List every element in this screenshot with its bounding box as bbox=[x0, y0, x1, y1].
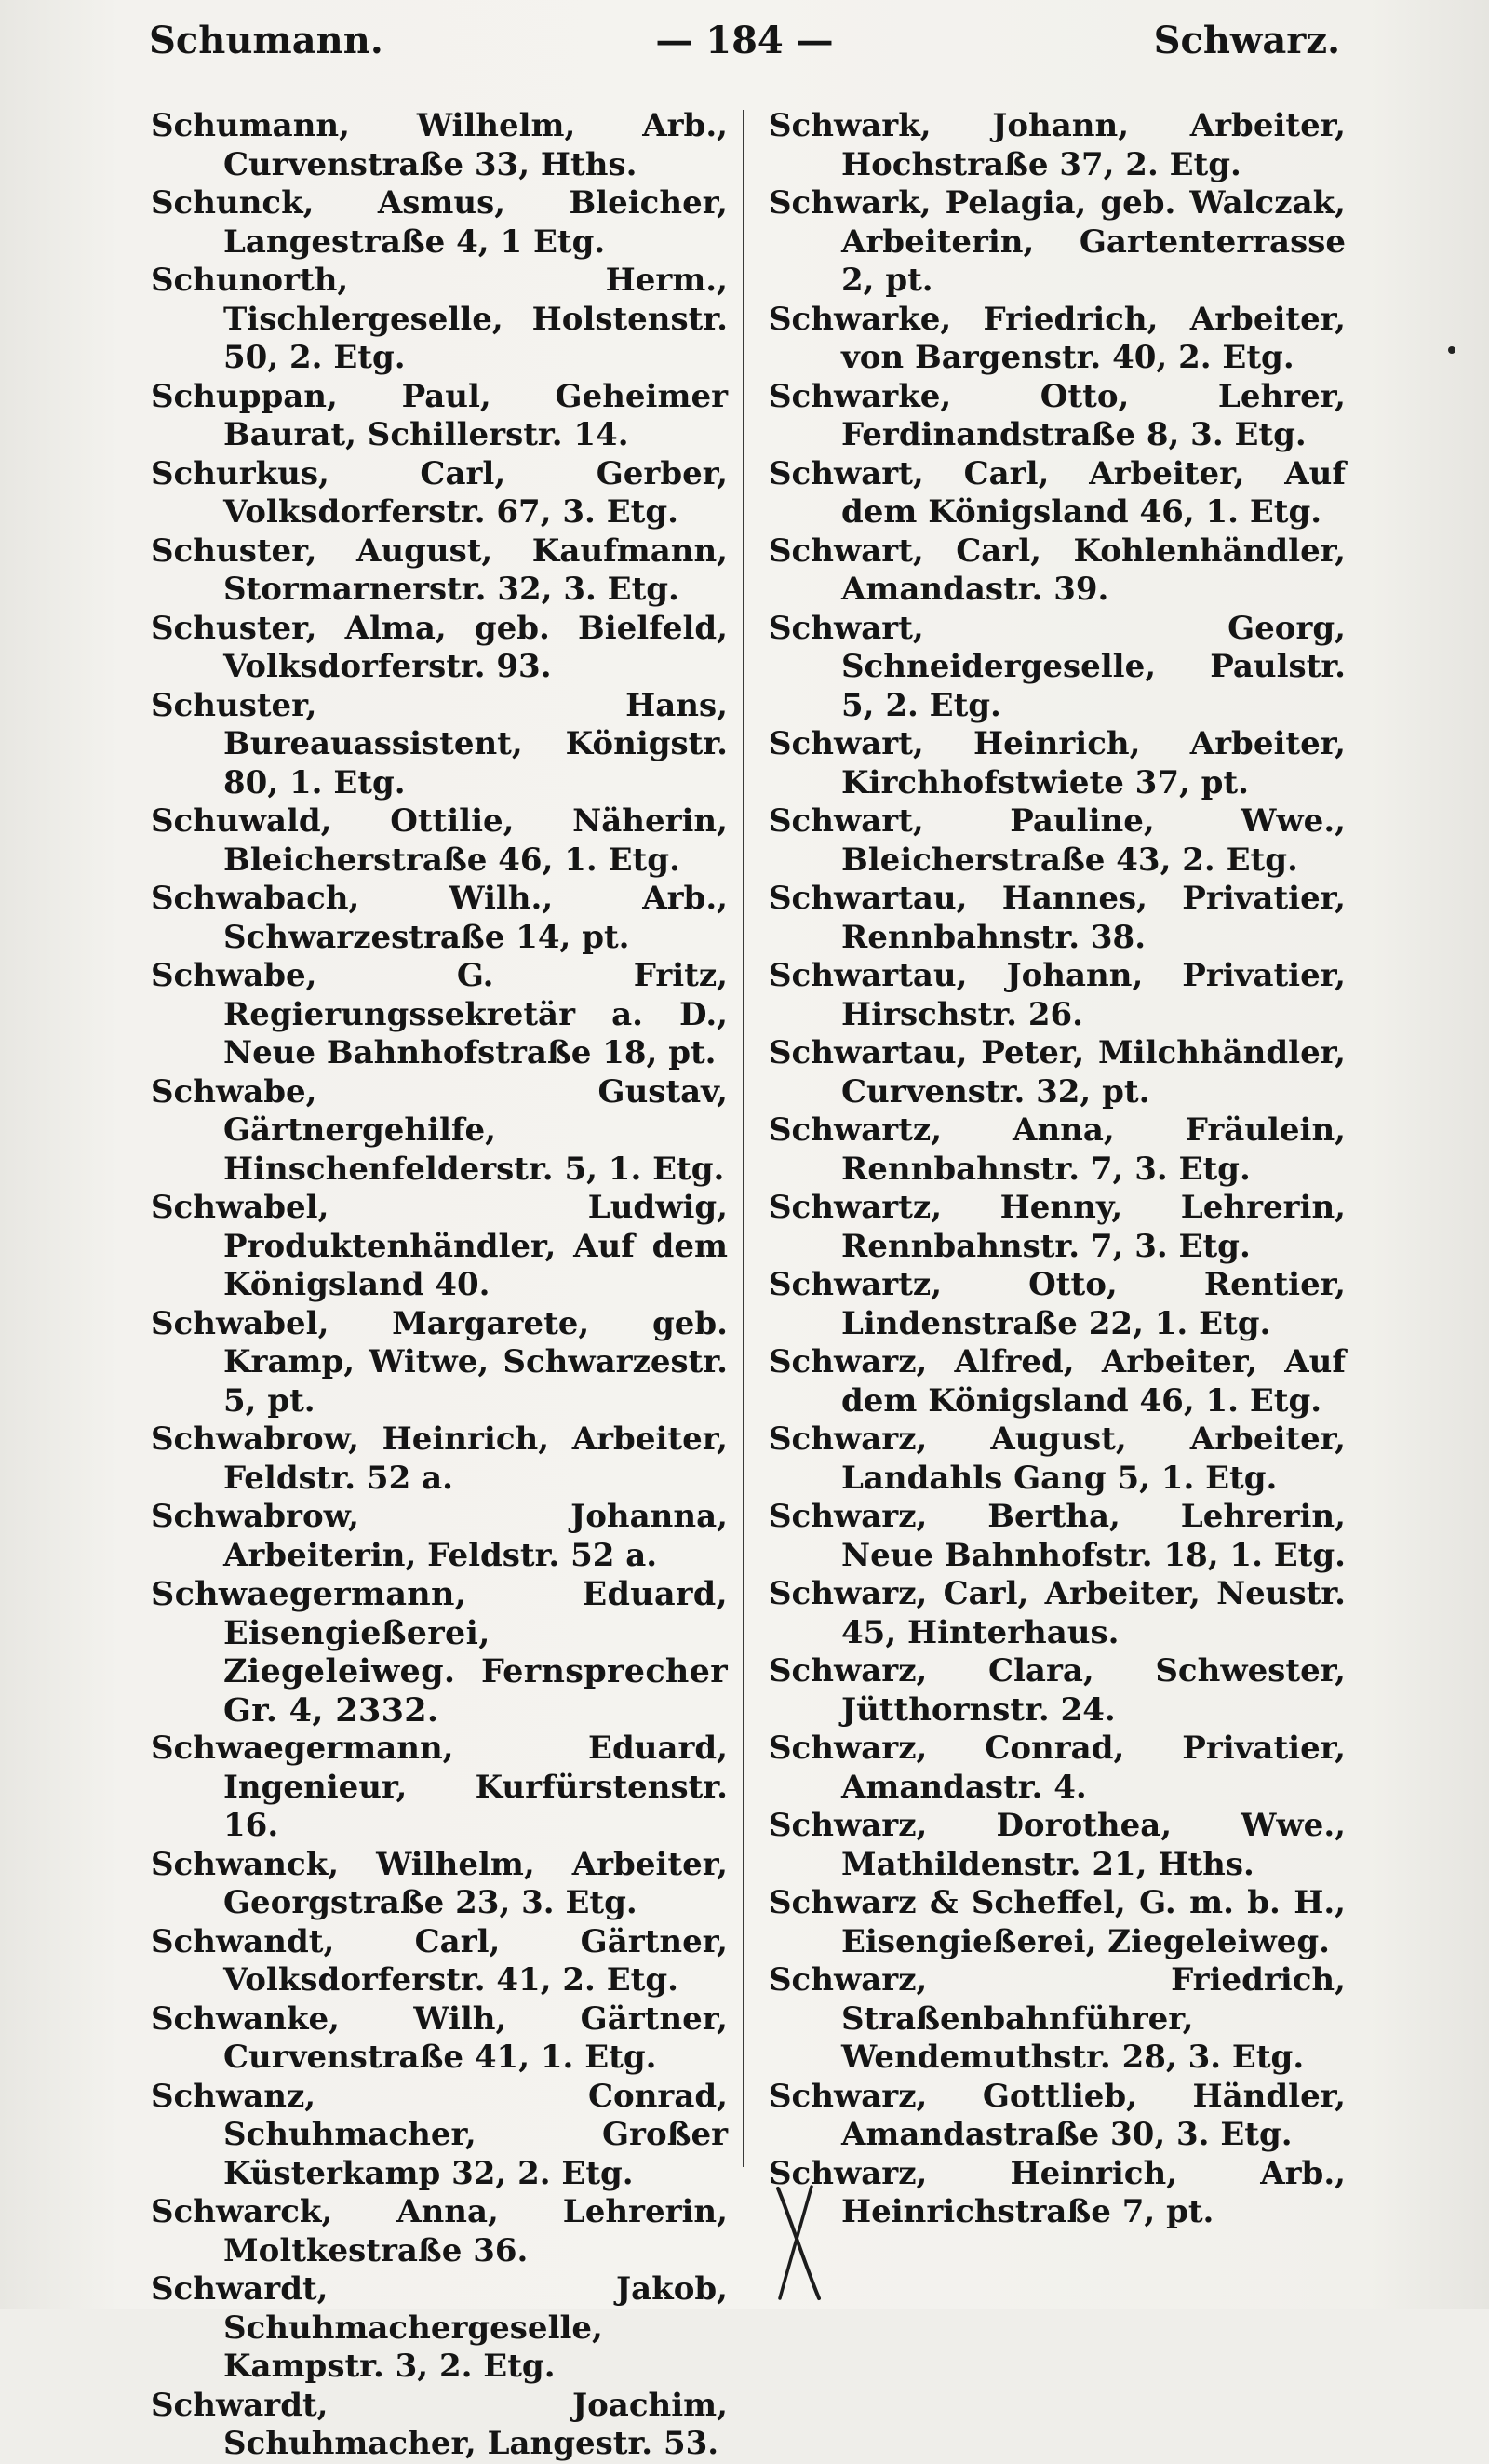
directory-entry: Schwarz, Conrad, Privatier, Amandastr. 4. bbox=[769, 1730, 1346, 1806]
directory-entry: Schwaegermann, Eduard, Ingenieur, Kurfürstenstr. 16. bbox=[151, 1730, 728, 1844]
directory-entry: Schwarke, Otto, Lehrer, Ferdinandstraße 8, 3. Etg. bbox=[769, 377, 1346, 453]
directory-entry: Schwanck, Wilhelm, Arbeiter, Georgstraße 23, 3. Etg. bbox=[151, 1845, 728, 1921]
directory-entry: Schwartau, Peter, Milchhändler, Curvenstr. 32, pt. bbox=[769, 1034, 1346, 1111]
directory-entry: Schwarz & Scheffel, G. m. b. H., Eisengießerei, Ziegeleiweg. bbox=[769, 1884, 1346, 1960]
directory-entry: Schwark, Johann, Arbeiter, Hochstraße 37, 2. Etg. bbox=[769, 107, 1346, 183]
right-column bbox=[769, 107, 1346, 2232]
directory-entry: Schwart, Heinrich, Arbeiter, Kirchhofstwiete 37, pt. bbox=[769, 725, 1346, 801]
directory-entry: Schwardt, Joachim, Schuhmacher, Langestr. 53. bbox=[151, 2386, 728, 2462]
directory-entry: Schwabrow, Johanna, Arbeiterin, Feldstr. 52 a. bbox=[151, 1498, 728, 1574]
handwritten-x-mark bbox=[771, 2183, 826, 2304]
directory-entry: Schwarz, Dorothea, Wwe., Mathildenstr. 21, Hths. bbox=[769, 1807, 1346, 1883]
directory-entry: Schwarz, Bertha, Lehrerin, Neue Bahnhofstr. 18, 1. Etg. bbox=[769, 1498, 1346, 1574]
directory-entry: Schwabe, Gustav, Gärtnergehilfe, Hinschenfelderstr. 5, 1. Etg. bbox=[151, 1072, 728, 1188]
directory-entry: Schwarz, Alfred, Arbeiter, Auf dem Königsland 46, 1. Etg. bbox=[769, 1343, 1346, 1420]
directory-entry: Schuwald, Ottilie, Näherin, Bleicherstraße 46, 1. Etg. bbox=[151, 802, 728, 879]
directory-entry: Schwart, Carl, Kohlenhändler, Amandastr. 39. bbox=[769, 532, 1346, 608]
directory-entry: Schuster, Hans, Bureauassistent, Königstr. 80, 1. Etg. bbox=[151, 686, 728, 801]
directory-entry: Schwarck, Anna, Lehrerin, Moltkestraße 36. bbox=[151, 2193, 728, 2269]
directory-entry: Schwarz, Carl, Arbeiter, Neustr. 45, Hinterhaus. bbox=[769, 1575, 1346, 1651]
directory-entry: Schuppan, Paul, Geheimer Baurat, Schillerstr. 14. bbox=[151, 377, 728, 453]
directory-entry: Schwanz, Conrad, Schuhmacher, Großer Küsterkamp 32, 2. Etg. bbox=[151, 2077, 728, 2192]
directory-entry: Schwabel, Margarete, geb. Kramp, Witwe, Schwarzestr. 5, pt. bbox=[151, 1304, 728, 1420]
directory-entry: Schwart, Georg, Schneidergeselle, Paulstr. 5, 2. Etg. bbox=[769, 609, 1346, 724]
directory-entry: Schwabach, Wilh., Arb., Schwarzestraße 14, pt. bbox=[151, 880, 728, 956]
directory-entry: Schuster, August, Kaufmann, Stormarnerstr. 32, 3. Etg. bbox=[151, 532, 728, 608]
directory-entry: Schwarke, Friedrich, Arbeiter, von Bargenstr. 40, 2. Etg. bbox=[769, 300, 1346, 376]
directory-entry: Schwartz, Anna, Fräulein, Rennbahnstr. 7, 3. Etg. bbox=[769, 1111, 1346, 1188]
directory-entry: Schwark, Pelagia, geb. Walczak, Arbeiterin, Gartenterrasse 2, pt. bbox=[769, 184, 1346, 299]
page-number: — 184 — bbox=[655, 19, 834, 62]
left-column bbox=[151, 107, 728, 2464]
directory-entry: Schwartau, Hannes, Privatier, Rennbahnstr. 38. bbox=[769, 880, 1346, 956]
directory-entry: Schwandt, Carl, Gärtner, Volksdorferstr. 41, 2. Etg. bbox=[151, 1922, 728, 1999]
ink-dot bbox=[1448, 346, 1455, 354]
directory-entry: Schwaegermann, Eduard, Eisengießerei, Ziegeleiweg. Fernsprecher Gr. 4, 2332. bbox=[151, 1575, 728, 1730]
directory-entry: Schwarz, August, Arbeiter, Landahls Gang 5, 1. Etg. bbox=[769, 1421, 1346, 1497]
running-head-right: Schwarz. bbox=[1153, 19, 1340, 62]
directory-entry: Schwart, Pauline, Wwe., Bleicherstraße 43, 2. Etg. bbox=[769, 802, 1346, 879]
directory-entry: Schwabrow, Heinrich, Arbeiter, Feldstr. 52 a. bbox=[151, 1421, 728, 1497]
directory-entry: Schumann, Wilhelm, Arb., Curvenstraße 33, Hths. bbox=[151, 107, 728, 183]
directory-entry: Schwarz, Clara, Schwester, Jütthornstr. 24. bbox=[769, 1652, 1346, 1729]
directory-entry: Schwartau, Johann, Privatier, Hirschstr. 26. bbox=[769, 957, 1346, 1033]
directory-entry: Schuster, Alma, geb. Bielfeld, Volksdorferstr. 93. bbox=[151, 609, 728, 685]
directory-entry: Schwarz, Heinrich, Arb., Heinrichstraße 7, pt. bbox=[769, 2154, 1346, 2230]
directory-entry: Schurkus, Carl, Gerber, Volksdorferstr. 67, 3. Etg. bbox=[151, 454, 728, 531]
page-header bbox=[149, 19, 1340, 84]
directory-entry: Schwartz, Henny, Lehrerin, Rennbahnstr. 7, 3. Etg. bbox=[769, 1189, 1346, 1265]
directory-entry: Schwarz, Gottlieb, Händler, Amandastraße 30, 3. Etg. bbox=[769, 2077, 1346, 2153]
directory-entry: Schwabe, G. Fritz, Regierungssekretär a. D., Neue Bahnhofstraße 18, pt. bbox=[151, 957, 728, 1071]
directory-entry: Schwanke, Wilh, Gärtner, Curvenstraße 41, 1. Etg. bbox=[151, 1999, 728, 2076]
directory-entry: Schwart, Carl, Arbeiter, Auf dem Königsland 46, 1. Etg. bbox=[769, 454, 1346, 531]
directory-entry: Schwartz, Otto, Rentier, Lindenstraße 22, 1. Etg. bbox=[769, 1266, 1346, 1342]
directory-entry: Schwabel, Ludwig, Produktenhändler, Auf dem Königsland 40. bbox=[151, 1189, 728, 1303]
directory-entry: Schwardt, Jakob, Schuhmachergeselle, Kampstr. 3, 2. Etg. bbox=[151, 2270, 728, 2385]
running-head-left: Schumann. bbox=[149, 19, 383, 62]
directory-entry: Schunorth, Herm., Tischlergeselle, Holstenstr. 50, 2. Etg. bbox=[151, 262, 728, 376]
directory-entry: Schunck, Asmus, Bleicher, Langestraße 4, 1 Etg. bbox=[151, 184, 728, 261]
column-divider bbox=[743, 110, 744, 2167]
directory-entry: Schwarz, Friedrich, Straßenbahnführer, Wendemuthstr. 28, 3. Etg. bbox=[769, 1961, 1346, 2076]
